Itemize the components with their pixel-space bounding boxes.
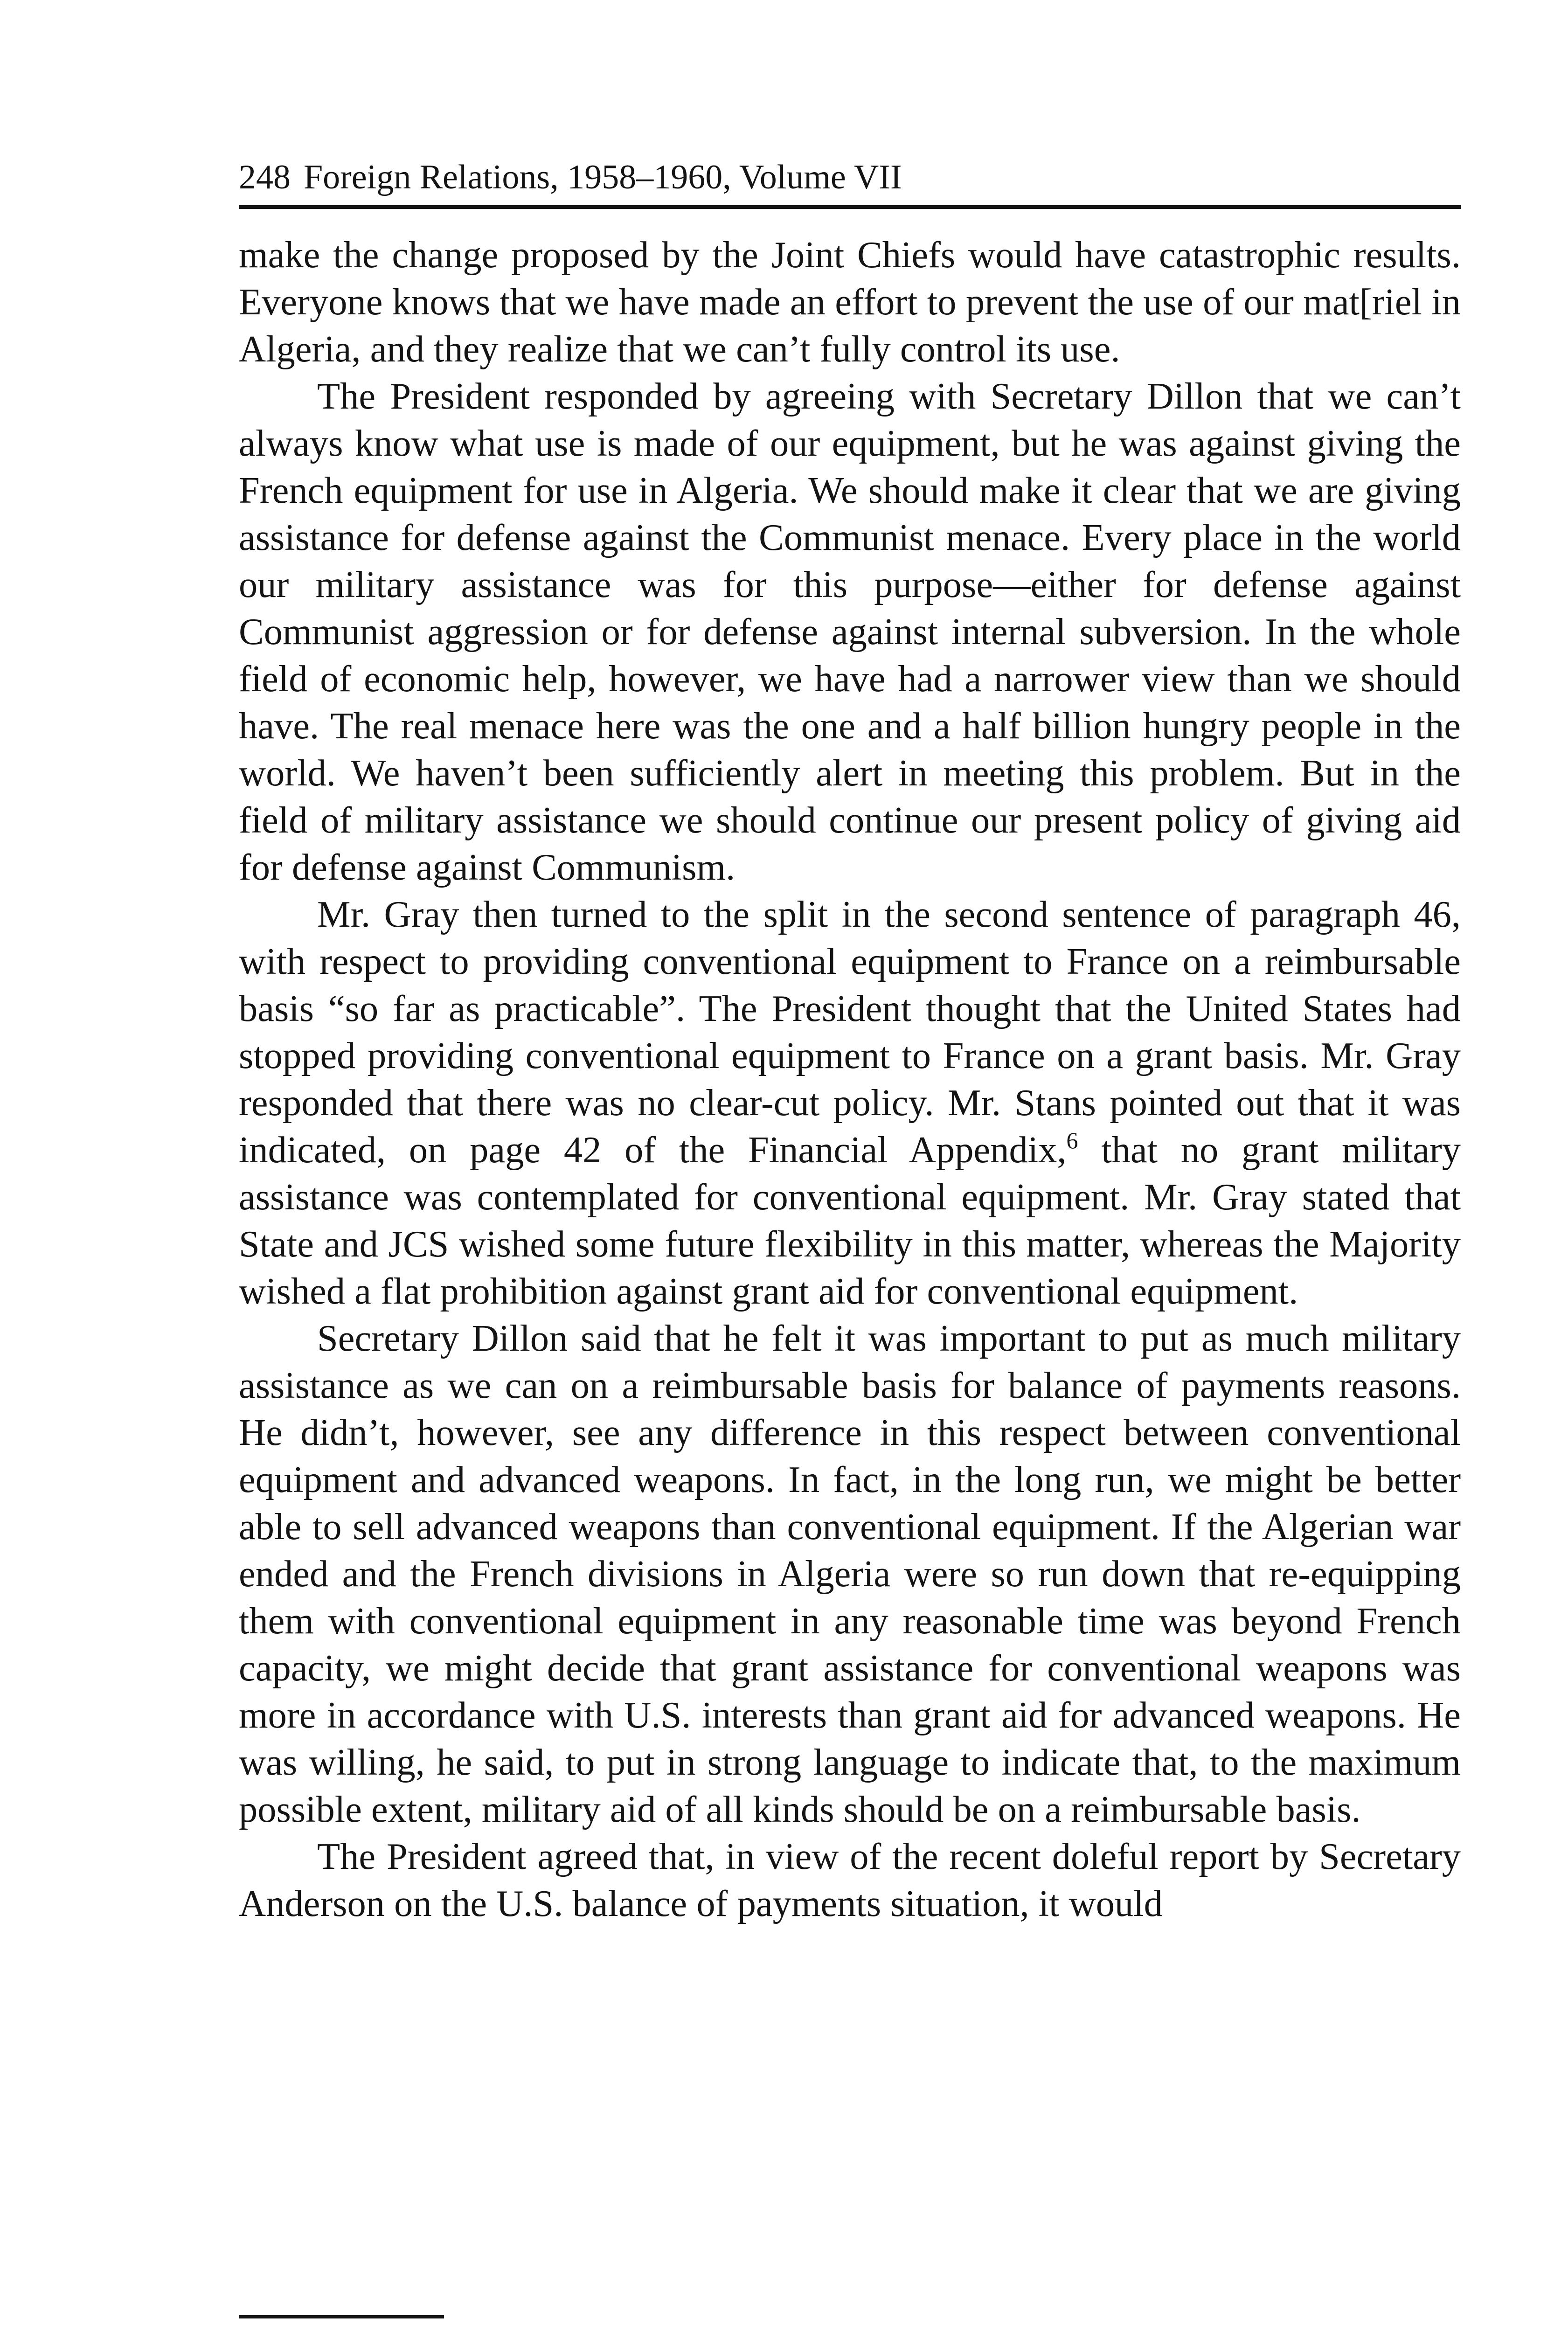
footnote-reference: 6 [1066,1127,1078,1153]
paragraph-3-text-after-note: that no grant military assistance was contemplated for conventional equipment. Mr. Gray stated that State and JCS wished some future flexibility in this matter, whereas the Majority wished a flat prohibition against grant aid for conventional equipment. [239,1129,1461,1312]
running-head [239,154,1461,209]
page-number: 248 [239,158,291,196]
footnote-divider [239,2315,444,2318]
paragraph-4: Secretary Dillon said that he felt it was important to put as much military assistance as we can on a reimbursable basis for balance of payments reasons. He didn’t, however, see any difference in this respect between conventional equipment and advanced weapons. In fact, in the long run, we might be better able to sell advanced weapons than conventional equipment. If the Algerian war ended and the French divisions in Algeria were so run down that re-equipping them with conventional equipment in any reasonable time was beyond French capacity, we might decide that grant assistance for conventional weapons was more in accordance with U.S. interests than grant aid for advanced weapons. He was willing, he said, to put in strong language to indicate that, to the maximum possible extent, military aid of all kinds should be on a reimbursable basis. [239,1318,1461,1830]
paragraph-3-text-before-note: Mr. Gray then turned to the split in the second sentence of paragraph 46, with respect to providing conventional equipment to France on a reimbursable basis “so far as practicable”. The President thought that the United States had stopped providing conventional equipment to France on a grant basis. Mr. Gray responded that there was no clear-cut policy. Mr. Stans pointed out that it was indicated, on page 42 of the Financial Appendix, [239,894,1461,1171]
body-text [239,231,1461,1927]
document-page [239,154,1461,1927]
paragraph-3 [239,891,1461,1315]
running-title: Foreign Relations, 1958–1960, Volume VII [304,158,902,196]
paragraph-5: The President agreed that, in view of the recent doleful report by Secretary Anderson on the U.S. balance of payments situation, it would [239,1836,1461,1924]
paragraph-2: The President responded by agreeing with Secretary Dillon that we can’t always know what use is made of our equipment, but he was against giving the French equipment for use in Algeria. We should make it clear that we are giving assistance for defense against the Communist menace. Every place in the world our military assistance was for this purpose—either for defense against Communist aggression or for defense against internal subversion. In the whole field of economic help, however, we have had a narrower view than we should have. The real menace here was the one and a half billion hungry people in the world. We haven’t been sufficiently alert in meeting this problem. But in the field of military assistance we should continue our present policy of giving aid for defense against Communism. [239,375,1461,888]
paragraph-1: make the change proposed by the Joint Chiefs would have catastrophic results. Everyone knows that we have made an effort to prevent the use of our mat[riel in Algeria, and they realize that we can’t fully control its use. [239,234,1461,370]
